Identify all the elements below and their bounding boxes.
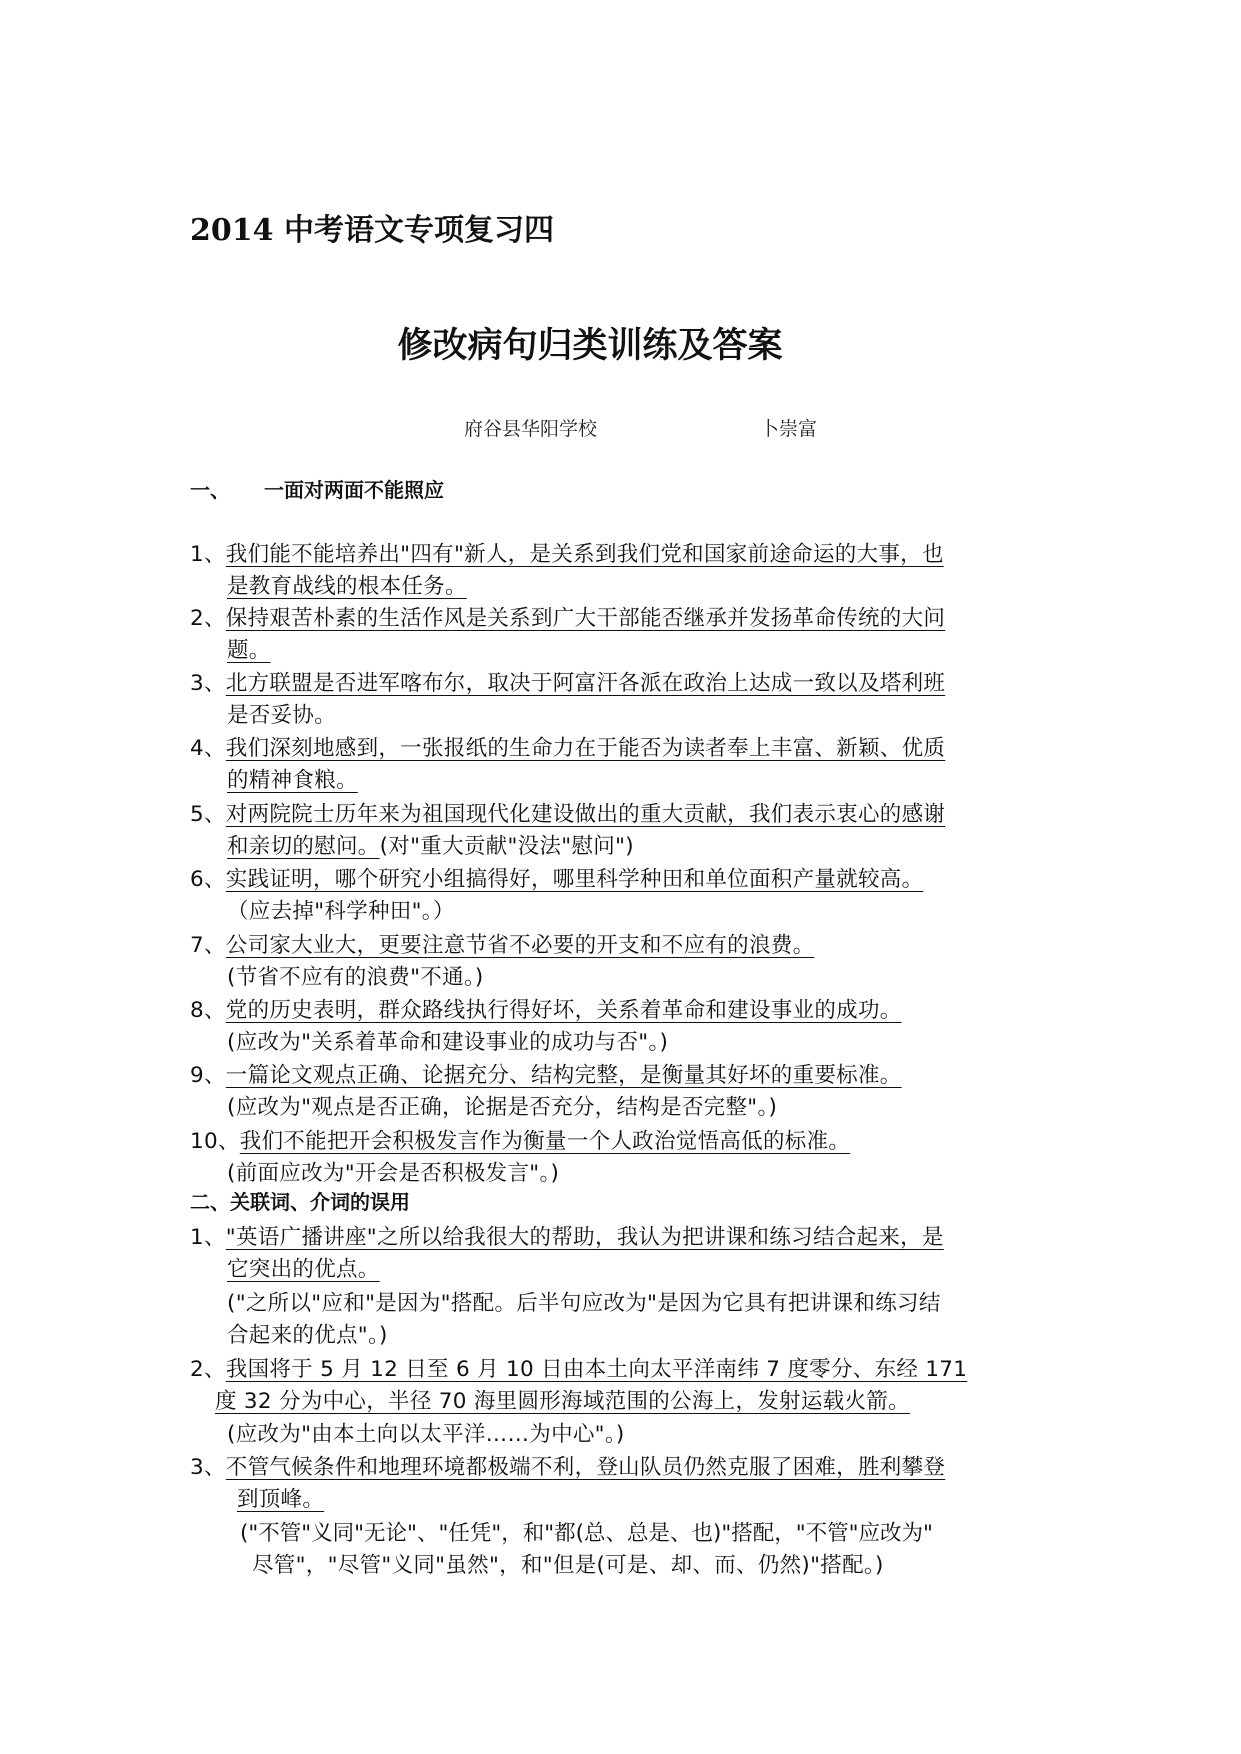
section-number: 一、 xyxy=(190,478,230,502)
list-item: 3、不管气候条件和地理环境都极端不利，登山队员仍然克服了困难，胜利攀登 xyxy=(190,1455,946,1480)
list-item-continuation: 它突出的优点。 xyxy=(227,1257,380,1282)
list-item-continuation: 是否妥协。 xyxy=(227,703,337,728)
item-sentence: 我国将于 5 月 12 日至 6 月 10 日由本土向太平洋南纬 7 度零分、东经 171 xyxy=(225,1357,968,1382)
list-item: 2、我国将于 5 月 12 日至 6 月 10 日由本土向太平洋南纬 7 度零分、东经 171 xyxy=(190,1357,968,1382)
list-item-continuation: 题。 xyxy=(227,638,271,663)
section-heading xyxy=(190,474,444,503)
item-sentence: 公司家大业大，更要注意节省不必要的开支和不应有的浪费。 xyxy=(225,933,815,958)
document-title: 2014 中考语文专项复习四 xyxy=(190,213,554,248)
item-note: (节省不应有的浪费"不通。) xyxy=(227,965,484,990)
item-sentence: 党的历史表明，群众路线执行得好坏，关系着革命和建设事业的成功。 xyxy=(225,998,902,1023)
list-item-continuation: 的精神食粮。 xyxy=(227,768,358,793)
item-sentence: 不管气候条件和地理环境都极端不利，登山队员仍然克服了困难，胜利攀登 xyxy=(225,1455,946,1480)
item-sentence: 保持艰苦朴素的生活作风是关系到广大干部能否继承并发扬革命传统的大问 xyxy=(225,606,946,631)
item-note: ("不管"义同"无论"、"任凭"，和"都(总、总是、也)"搭配，"不管"应改为" xyxy=(240,1521,933,1546)
list-item: 1、我们能不能培养出"四有"新人，是关系到我们党和国家前途命运的大事，也 xyxy=(190,542,944,567)
list-item: 9、一篇论文观点正确、论据充分、结构完整，是衡量其好坏的重要标准。 xyxy=(190,1063,902,1088)
item-note: (应改为"由本土向以太平洋……为中心"。) xyxy=(227,1422,625,1447)
list-item-continuation: 是教育战线的根本任务。 xyxy=(227,574,467,599)
item-note: （应去掉"科学种田"。） xyxy=(227,899,455,924)
list-item: 2、保持艰苦朴素的生活作风是关系到广大干部能否继承并发扬革命传统的大问 xyxy=(190,606,946,631)
item-sentence: 对两院院士历年来为祖国现代化建设做出的重大贡献，我们表示衷心的感谢 xyxy=(225,802,946,827)
section-heading: 二、关联词、介词的误用 xyxy=(190,1190,410,1214)
list-item: 1、"英语广播讲座"之所以给我很大的帮助，我认为把讲课和练习结合起来，是 xyxy=(190,1225,944,1250)
list-item-continuation: 度 32 分为中心，半径 70 海里圆形海域范围的公海上，发射运载火箭。 xyxy=(215,1389,910,1414)
item-note: (对"重大贡献"没法"慰问") xyxy=(379,834,634,859)
item-note: 尽管"，"尽管"义同"虽然"，和"但是(可是、却、而、仍然)"搭配。) xyxy=(252,1553,884,1578)
item-sentence: 我们不能把开会积极发言作为衡量一个人政治觉悟高低的标准。 xyxy=(239,1129,851,1154)
list-item: 8、党的历史表明，群众路线执行得好坏，关系着革命和建设事业的成功。 xyxy=(190,998,902,1023)
document-subtitle: 修改病句归类训练及答案 xyxy=(397,326,783,366)
item-note: 合起来的优点"。) xyxy=(227,1323,388,1348)
item-sentence: 一篇论文观点正确、论据充分、结构完整，是衡量其好坏的重要标准。 xyxy=(225,1063,902,1088)
item-note: (应改为"观点是否正确，论据是否充分，结构是否完整"。) xyxy=(227,1095,778,1120)
list-item: 6、实践证明，哪个研究小组搞得好，哪里科学种田和单位面积产量就较高。 xyxy=(190,867,924,892)
item-note: (应改为"关系着革命和建设事业的成功与否"。) xyxy=(227,1030,669,1055)
list-item: 3、北方联盟是否进军喀布尔，取决于阿富汗各派在政治上达成一致以及塔利班 xyxy=(190,671,946,696)
author-name: 卜崇富 xyxy=(760,418,818,440)
list-item: 4、我们深刻地感到，一张报纸的生命力在于能否为读者奉上丰富、新颖、优质 xyxy=(190,736,946,761)
list-item-continuation: 到顶峰。 xyxy=(237,1487,325,1512)
item-sentence: 北方联盟是否进军喀布尔，取决于阿富汗各派在政治上达成一致以及塔利班 xyxy=(225,671,946,696)
list-item: 10、我们不能把开会积极发言作为衡量一个人政治觉悟高低的标准。 xyxy=(190,1129,851,1154)
item-note: (前面应改为"开会是否积极发言"。) xyxy=(227,1161,560,1186)
item-sentence: 实践证明，哪个研究小组搞得好，哪里科学种田和单位面积产量就较高。 xyxy=(225,867,924,892)
item-sentence: 我们深刻地感到，一张报纸的生命力在于能否为读者奉上丰富、新颖、优质 xyxy=(225,736,946,761)
item-sentence: "英语广播讲座"之所以给我很大的帮助，我认为把讲课和练习结合起来，是 xyxy=(225,1225,944,1250)
list-item: 5、对两院院士历年来为祖国现代化建设做出的重大贡献，我们表示衷心的感谢 xyxy=(190,802,946,827)
author-school: 府谷县华阳学校 xyxy=(464,418,598,440)
item-note: ("之所以"应和"是因为"搭配。后半句应改为"是因为它具有把讲课和练习结 xyxy=(227,1291,941,1316)
list-item-continuation: 和亲切的慰问。(对"重大贡献"没法"慰问") xyxy=(227,834,634,859)
item-sentence: 我们能不能培养出"四有"新人，是关系到我们党和国家前途命运的大事，也 xyxy=(225,542,944,567)
list-item: 7、公司家大业大，更要注意节省不必要的开支和不应有的浪费。 xyxy=(190,933,815,958)
section-title: 一面对两面不能照应 xyxy=(264,478,444,502)
